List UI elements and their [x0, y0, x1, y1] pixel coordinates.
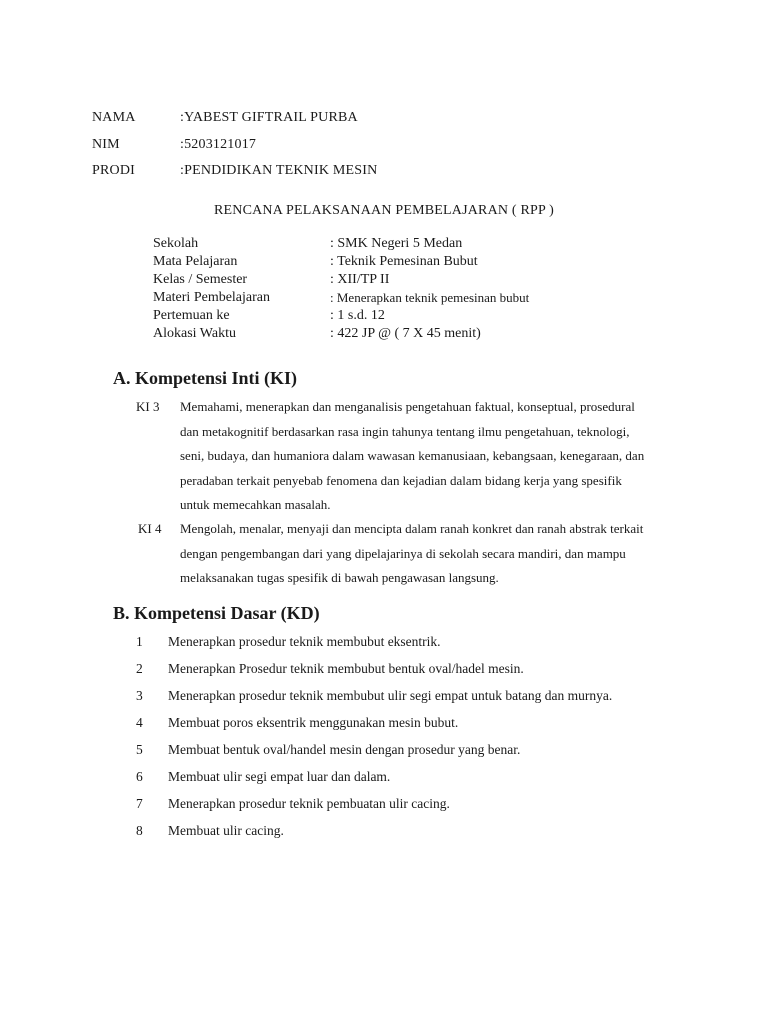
kd-number: 5 — [136, 742, 143, 757]
kd-number: 3 — [136, 688, 143, 703]
ki3-label: KI 3 — [136, 399, 160, 414]
kd-item: Membuat poros eksentrik menggunakan mesin bubut. — [168, 715, 459, 730]
kd-item: Menerapkan prosedur teknik membubut ulir segi empat untuk batang dan murnya. — [168, 688, 613, 703]
ki3-line: Memahami, menerapkan dan menganalisis pengetahuan faktual, konseptual, prosedural — [180, 399, 635, 414]
identity-label: NIM — [92, 137, 120, 152]
ki4-label: KI 4 — [138, 521, 162, 536]
section-a-heading: A. Kompetensi Inti (KI) — [113, 368, 297, 388]
kd-number: 4 — [136, 715, 143, 730]
meta-value: : Teknik Pemesinan Bubut — [330, 254, 478, 269]
kd-number: 2 — [136, 661, 143, 676]
meta-value: : Menerapkan teknik pemesinan bubut — [330, 290, 530, 305]
meta-label: Alokasi Waktu — [153, 326, 236, 341]
identity-value: :YABEST GIFTRAIL PURBA — [180, 110, 358, 125]
meta-value: : XII/TP II — [330, 272, 390, 287]
identity-value: :PENDIDIKAN TEKNIK MESIN — [180, 163, 378, 178]
kd-number: 8 — [136, 823, 143, 838]
kd-number: 6 — [136, 769, 143, 784]
kd-item: Menerapkan prosedur teknik pembuatan ulir cacing. — [168, 796, 450, 811]
document-title: RENCANA PELAKSANAAN PEMBELAJARAN ( RPP ) — [213, 203, 554, 218]
kd-item: Menerapkan Prosedur teknik membubut bentuk oval/hadel mesin. — [168, 661, 524, 676]
kd-item: Membuat ulir segi empat luar dan dalam. — [168, 769, 391, 784]
meta-label: Materi Pembelajaran — [153, 290, 271, 305]
identity-value: :5203121017 — [180, 137, 257, 152]
kd-item: Menerapkan prosedur teknik membubut eksentrik. — [168, 634, 441, 649]
meta-label: Kelas / Semester — [153, 272, 248, 287]
kd-item: Membuat bentuk oval/handel mesin dengan prosedur yang benar. — [168, 742, 521, 757]
ki3-text — [180, 395, 677, 518]
ki3-line: peradaban terkait penyebab fenomena dan kejadian dalam bidang kerja yang spesifik — [180, 472, 622, 488]
meta-value: : SMK Negeri 5 Medan — [330, 236, 463, 251]
ki3-line: untuk memecahkan masalah. — [180, 497, 331, 512]
ki4-line: melaksanakan tugas spesifik di bawah pengawasan langsung. — [180, 570, 499, 585]
kd-number: 1 — [136, 634, 143, 649]
section-b-heading: B. Kompetensi Dasar (KD) — [113, 603, 320, 623]
identity-label: NAMA — [92, 110, 136, 125]
ki3-line: seni, budaya, dan humaniora dalam wawasan kemanusiaan, kebangsaan, kenegaraan, dan — [180, 448, 645, 463]
meta-value: : 1 s.d. 12 — [330, 308, 385, 323]
kd-number: 7 — [136, 796, 143, 811]
ki4-text — [180, 517, 677, 591]
meta-label: Mata Pelajaran — [153, 254, 238, 269]
ki4-line: dengan pengembangan dari yang dipelajarinya di sekolah secara mandiri, dan mampu — [180, 545, 626, 561]
meta-label: Pertemuan ke — [153, 308, 230, 323]
kd-item: Membuat ulir cacing. — [168, 823, 284, 838]
meta-value: : 422 JP @ ( 7 X 45 menit) — [330, 326, 481, 341]
ki4-line: Mengolah, menalar, menyaji dan mencipta dalam ranah konkret dan ranah abstrak terkait — [180, 521, 644, 536]
meta-label: Sekolah — [153, 236, 199, 251]
ki3-line: dan metakognitif berdasarkan rasa ingin tahunya tentang ilmu pengetahuan, teknologi, — [180, 423, 630, 439]
identity-label: PRODI — [92, 163, 136, 178]
